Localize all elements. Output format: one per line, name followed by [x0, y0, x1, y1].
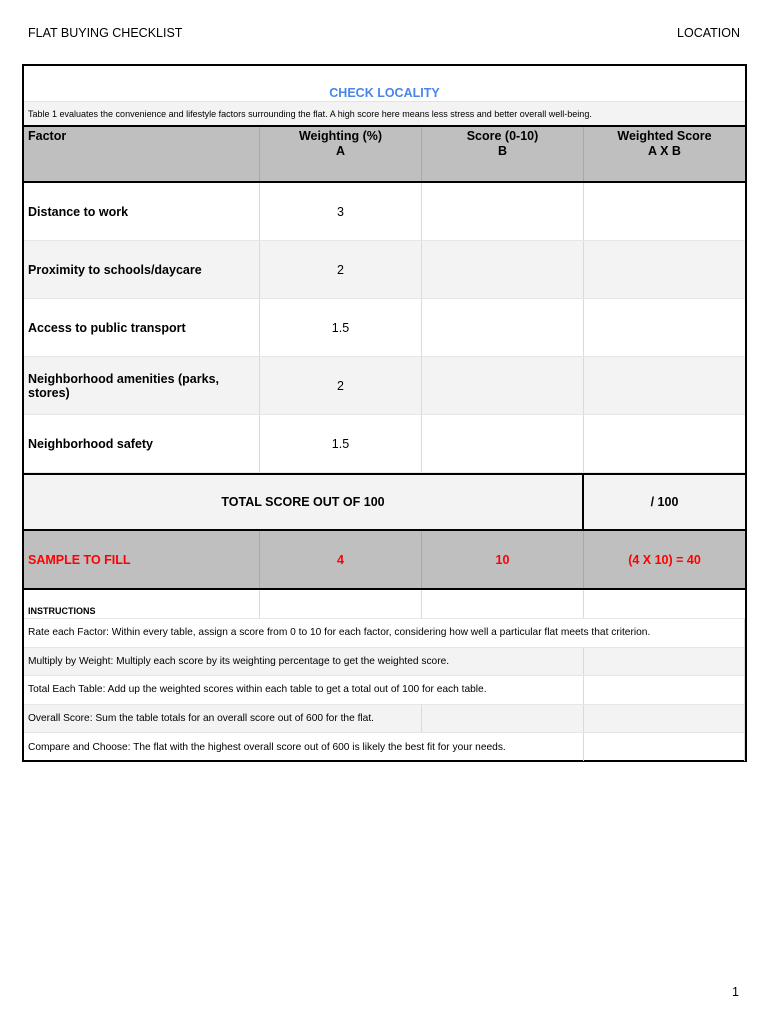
- score-input-cell[interactable]: [422, 183, 584, 240]
- weighting-cell: 1.5: [260, 415, 422, 472]
- instruction-text: Multiply by Weight: Multiply each score by its weighting percentage to get the weighted score.: [28, 655, 450, 667]
- score-input-cell[interactable]: [422, 357, 584, 414]
- empty-cell: [584, 590, 745, 618]
- total-score-label: TOTAL SCORE OUT OF 100: [24, 475, 584, 529]
- document-title: FLAT BUYING CHECKLIST: [28, 26, 183, 40]
- empty-cell: [422, 590, 584, 618]
- instruction-text: Total Each Table: Add up the weighted scores within each table to get a total out of 100 for each table.: [28, 684, 487, 696]
- factor-cell: Distance to work: [24, 183, 260, 240]
- table-row: [24, 415, 745, 473]
- sample-row: [24, 531, 745, 590]
- total-score-value[interactable]: / 100: [650, 495, 679, 509]
- table-title-row: [24, 66, 745, 101]
- sample-label: SAMPLE TO FILL: [24, 531, 260, 588]
- instructions-header-row: [24, 590, 745, 618]
- table-description: Table 1 evaluates the convenience and lifestyle factors surrounding the flat. A high score here means less stress and better overall well-being.: [24, 101, 745, 125]
- empty-cell: [422, 705, 584, 733]
- score-input-cell[interactable]: [422, 241, 584, 298]
- instruction-text: Rate each Factor: Within every table, assign a score from 0 to 10 for each factor, considering how well a particular flat meets that criterion.: [28, 627, 651, 639]
- weighted-score-cell[interactable]: [584, 183, 745, 240]
- instruction-text: Overall Score: Sum the table totals for an overall score out of 600 for the flat.: [28, 713, 374, 725]
- table-row: [24, 357, 745, 415]
- instruction-item: [24, 647, 745, 676]
- column-header-weighted-score: [584, 127, 745, 181]
- empty-cell: [260, 590, 422, 618]
- instruction-item: [24, 618, 745, 647]
- factor-cell: Access to public transport: [24, 299, 260, 356]
- score-sublabel: B: [497, 144, 508, 158]
- score-input-cell[interactable]: [422, 415, 584, 472]
- weighting-cell: 2: [260, 241, 422, 298]
- total-score-row: [24, 473, 745, 531]
- table-row: [24, 241, 745, 299]
- weighted-score-label: Weighted Score: [617, 129, 712, 143]
- weighting-sublabel: A: [335, 144, 346, 158]
- score-input-cell[interactable]: [422, 299, 584, 356]
- weighting-cell: 1.5: [260, 299, 422, 356]
- factor-cell: Neighborhood amenities (parks, stores): [24, 357, 260, 414]
- weighted-score-cell[interactable]: [584, 415, 745, 472]
- weighted-score-cell[interactable]: [584, 357, 745, 414]
- column-header-score: [422, 127, 584, 181]
- column-header-weighting: [260, 127, 422, 181]
- factor-cell: Neighborhood safety: [24, 415, 260, 472]
- table-row: [24, 183, 745, 241]
- empty-cell: [584, 733, 745, 761]
- sample-weighted-score: (4 X 10) = 40: [628, 552, 701, 567]
- weighting-cell: 3: [260, 183, 422, 240]
- table-title: CHECK LOCALITY: [329, 86, 440, 100]
- locality-checklist-table: [22, 64, 747, 762]
- score-label: Score (0-10): [466, 129, 539, 143]
- factor-cell: Proximity to schools/daycare: [24, 241, 260, 298]
- weighted-score-sublabel: A X B: [648, 144, 681, 158]
- column-header-factor: Factor: [24, 127, 260, 181]
- empty-cell: [584, 705, 745, 733]
- sample-score: 10: [422, 531, 584, 588]
- instruction-text: Compare and Choose: The flat with the highest overall score out of 600 is likely the best fit for your needs.: [28, 741, 506, 753]
- weighted-score-cell[interactable]: [584, 241, 745, 298]
- instruction-item: [24, 675, 745, 704]
- instruction-item: [24, 732, 745, 761]
- weighted-score-cell[interactable]: [584, 299, 745, 356]
- column-header-row: [24, 125, 745, 183]
- weighting-cell: 2: [260, 357, 422, 414]
- location-label: LOCATION: [677, 26, 740, 40]
- sample-weighting: 4: [260, 531, 422, 588]
- weighting-label: Weighting (%): [298, 129, 383, 143]
- empty-cell: [584, 676, 745, 704]
- instructions-heading: INSTRUCTIONS: [24, 590, 260, 618]
- empty-cell: [584, 648, 745, 676]
- table-row: [24, 299, 745, 357]
- instruction-item: [24, 704, 745, 733]
- page-number: 1: [732, 985, 739, 999]
